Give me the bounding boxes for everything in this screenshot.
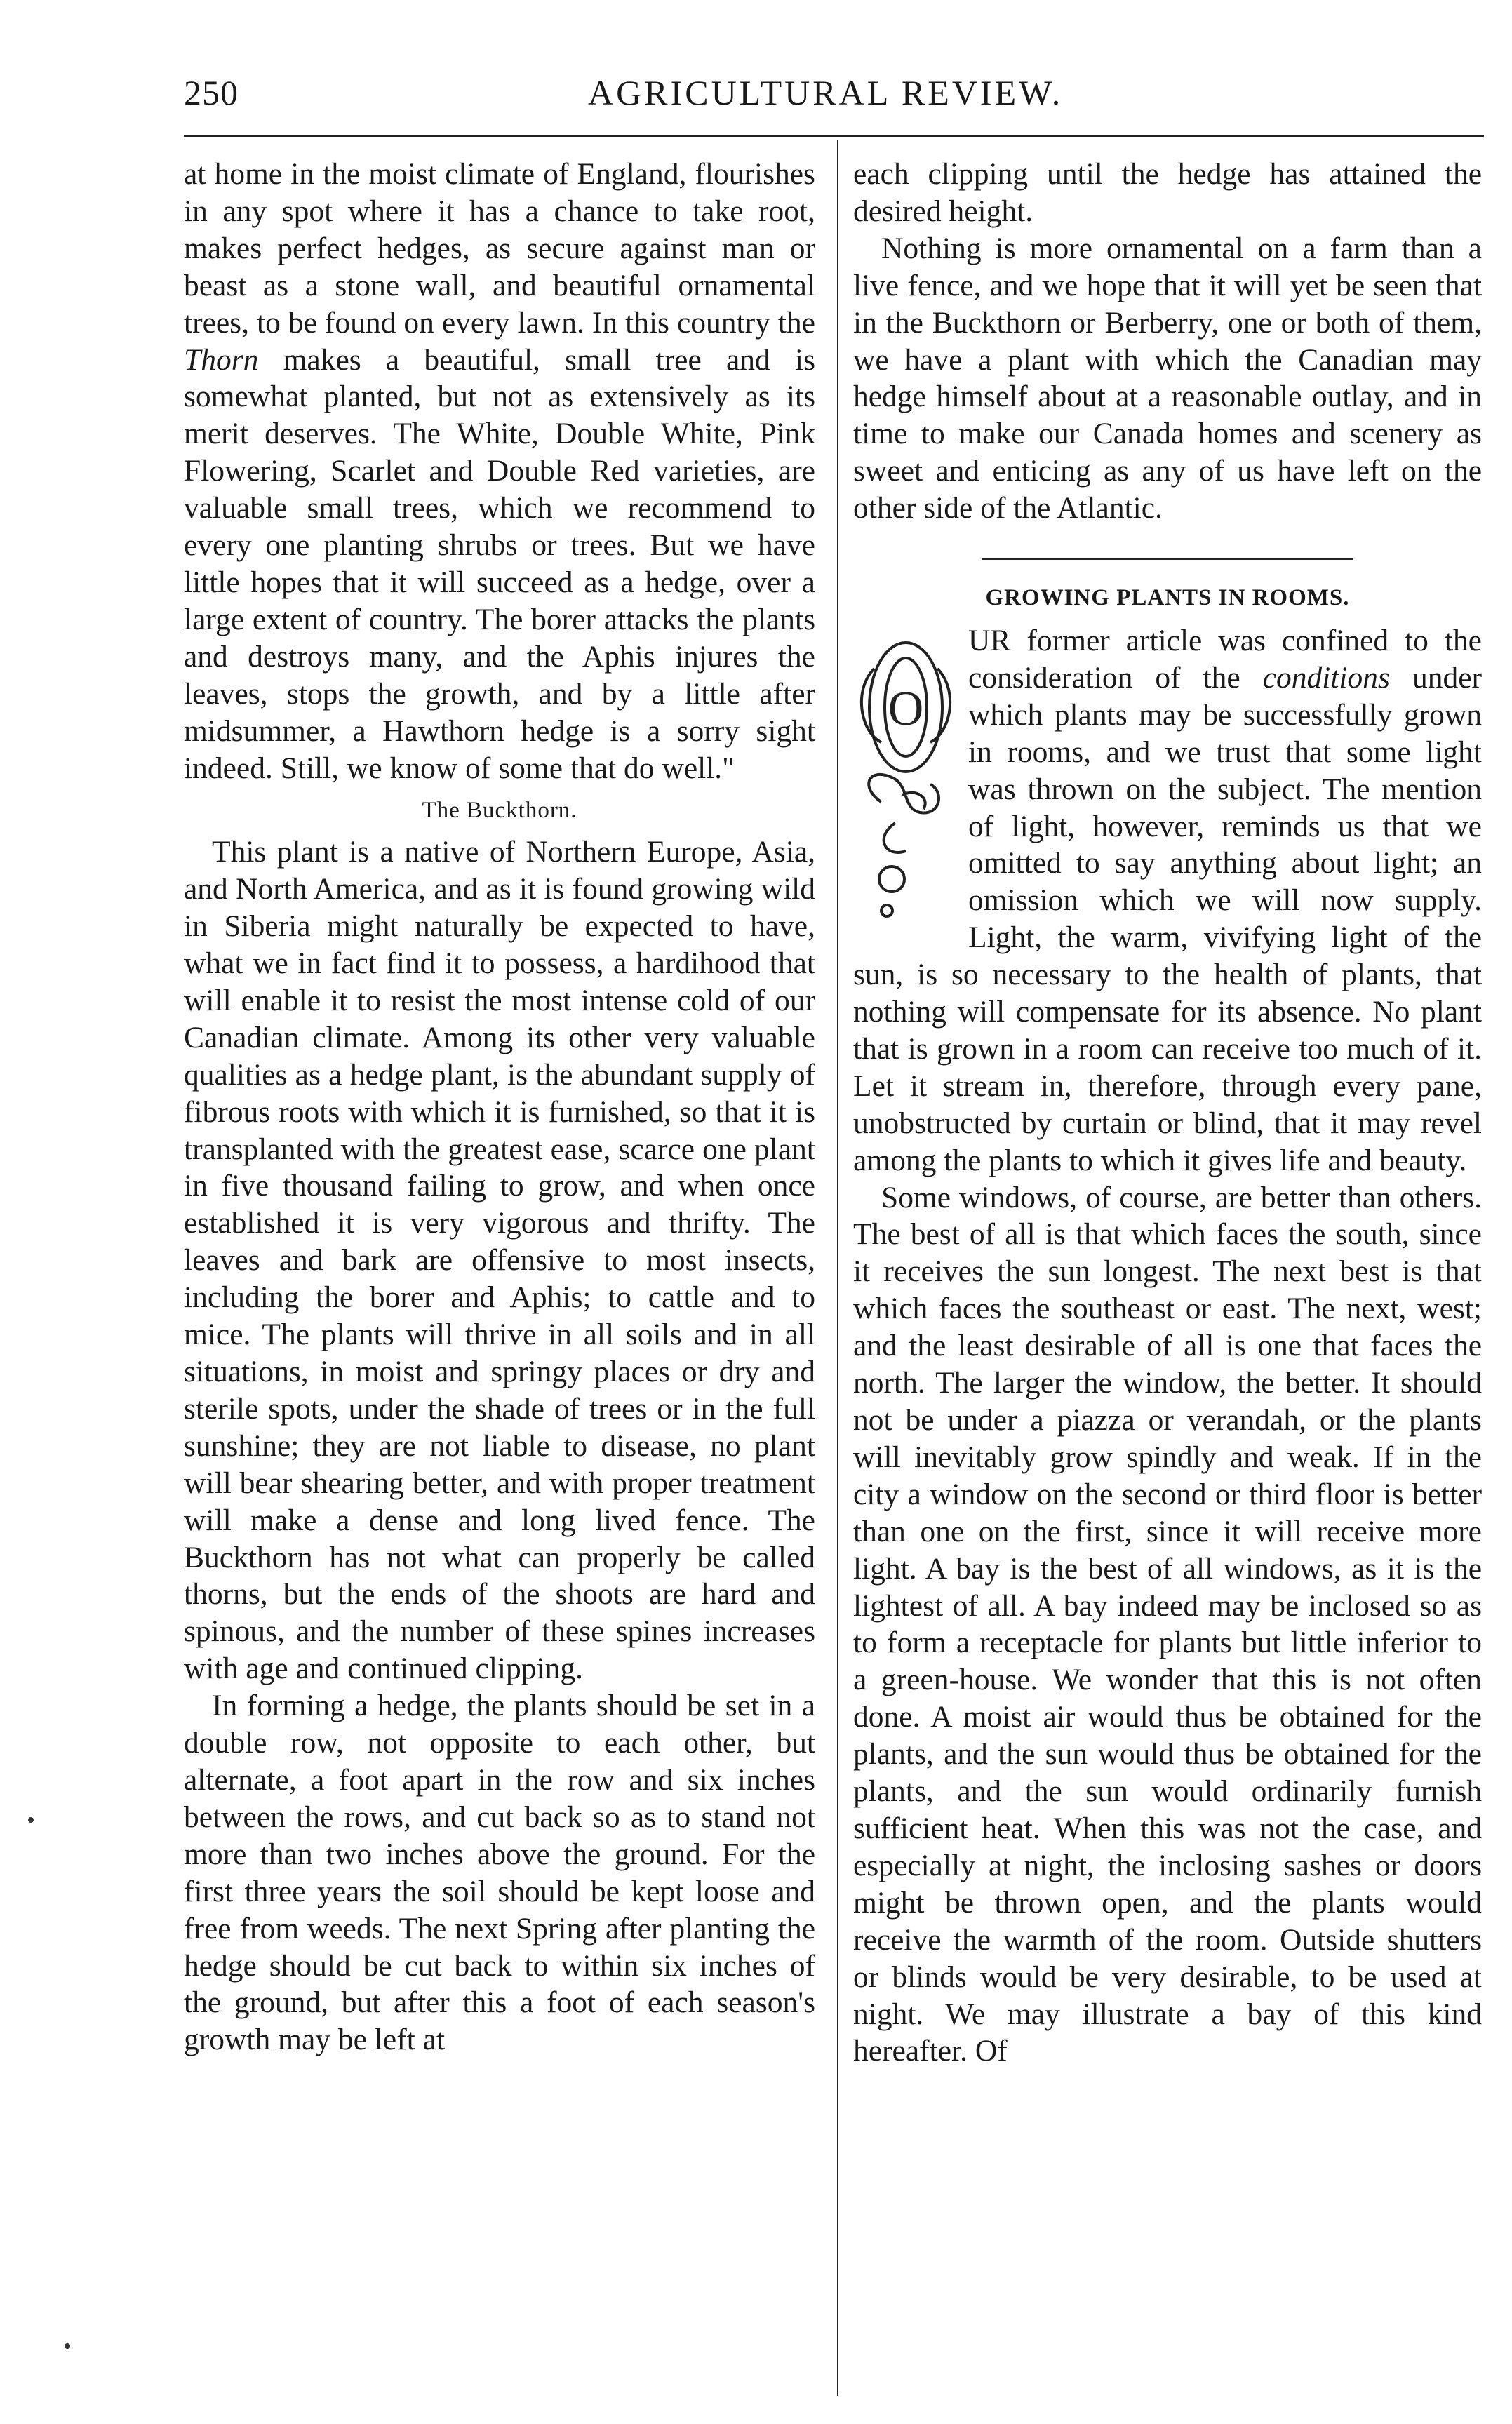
italic-term: conditions	[1262, 660, 1390, 695]
page-number: 250	[184, 73, 239, 112]
paragraph-text: makes a beautiful, small tree and is somewhat planted, but not as extensively as its merit deserves. The White, Double White, Pink Flowering, Scarlet and Double Red varieties, are valuable small trees, which we recommend to every one planting shrubs or trees. But we have little hopes that it will succeed as a hedge, over a large extent of country. The borer attacks the plants and destroys many, and the Aphis injures the leaves, stops the growth, and by a little after midsummer, a Hawthorn hedge is a sorry sight indeed. Still, we know of some that do well."	[184, 342, 815, 785]
paragraph-text: UR former article was confined to the consideration of the	[968, 623, 1482, 695]
subheading: The Buckthorn.	[422, 798, 577, 824]
italic-term: Thorn	[184, 342, 259, 377]
paragraph	[184, 156, 815, 786]
margin-speck	[28, 1817, 34, 1823]
section-title: GROWING PLANTS IN ROOMS.	[985, 585, 1350, 611]
section-rule	[982, 558, 1353, 560]
running-title: AGRICULTURAL REVIEW.	[588, 73, 1064, 112]
paragraph-text: under which plants may be successfully grown in rooms, and we trust that some light was thrown on the subject. The mention of light, however, reminds us that we omitted to say anything about light; an omission which we will now supply. Light, the warm, vivifying light of the sun, is so necessary to the health of plants, that nothing will compensate for its absence. No plant that is grown in a room can receive too much of it. Let it stream in, therefore, through every pane, unobstructed by curtain or blind, that it may revel among the plants to which it gives life and beauty.	[853, 660, 1482, 1177]
paragraph-text: at home in the moist climate of England, flourishes in any spot where it has a chance to take root, makes perfect hedges, as secure against man or beast as a stone wall, and beautiful ornamental trees, to be found on every lawn. In this country the	[184, 157, 815, 340]
paragraph: Nothing is more ornamental on a farm than a live fence, and we hope that it will yet be seen that in the Buckthorn or Berberry, one or both of them, we have a plant with which the Canadian may hedge himself about at a reasonable outlay, and in time to make our Canada homes and scenery as sweet and enticing as any of us have left on the other side of the Atlantic.	[853, 231, 1482, 525]
right-column	[853, 156, 1482, 2070]
paragraph: This plant is a native of Northern Europe, Asia, and North America, and as it is found growing wild in Siberia might naturally be expected to have, what we in fact find it to possess, a hardihood that will enable it to resist the most intense cold of our Canadian climate. Among its other very valuable qualities as a hedge plant, is the abundant supply of fibrous roots with which it is furnished, so that it is transplanted with the greatest ease, scarce one plant in five thousand failing to grow, and when once established it is very vigorous and thrifty. The leaves and bark are offensive to most insects, including the borer and Aphis; to cattle and to mice. The plants will thrive in all soils and in all situations, in moist and springy places or dry and sterile spots, under the shade of trees or in the full sunshine; they are not liable to disease, no plant will bear shearing better, and with proper treatment will make a dense and long lived fence. The Buckthorn has not what can properly be called thorns, but the ends of the shoots are hard and spinous, and the number of these spines increases with age and continued clipping.	[184, 835, 815, 1686]
paragraph	[853, 622, 1482, 1179]
header-rule	[184, 135, 1484, 137]
paragraph: Some windows, of course, are better than others. The best of all is that which faces the south, since it receives the sun longest. The next best is that which faces the southeast or east. The next, west; and the least desirable of all is one that faces the north. The larger the window, the better. It should not be under a piazza or verandah, or the plants will inevitably grow spindly and weak. If in the city a window on the second or third floor is better than one on the first, since it will receive more light. A bay is the best of all windows, as it is the lightest of all. A bay indeed may be inclosed so as to form a receptacle for plants but little inferior to a green-house. We wonder that this is not often done. A moist air would thus be obtained for the plants, and the sun would thus be obtained for the plants, and the sun would ordinarily furnish sufficient heat. When this was not the case, and especially at night, the inclosing sashes or doors might be thrown open, and the plants would receive the warmth of the room. Outside shutters or blinds would be very desirable, to be used at night. We may illustrate a bay of this kind hereafter. Of	[853, 1180, 1482, 2068]
left-column	[184, 156, 815, 2058]
margin-speck	[65, 2343, 70, 2349]
paragraph: In forming a hedge, the plants should be set in a double row, not opposite to each other, but alternate, a foot apart in the row and six inches between the rows, and cut back so as to stand not more than two inches above the ground. For the first three years the soil should be kept loose and free from weeds. The next Spring after planting the hedge should be cut back to within six inches of the ground, but after this a foot of each season's growth may be left at	[184, 1689, 815, 2057]
paragraph: each clipping until the hedge has attained the desired height.	[853, 157, 1482, 228]
column-divider	[837, 140, 838, 2396]
dropcap-ornament-icon	[853, 627, 958, 921]
ornamental-dropcap	[853, 627, 958, 921]
dropcap-letter: O	[888, 681, 924, 736]
